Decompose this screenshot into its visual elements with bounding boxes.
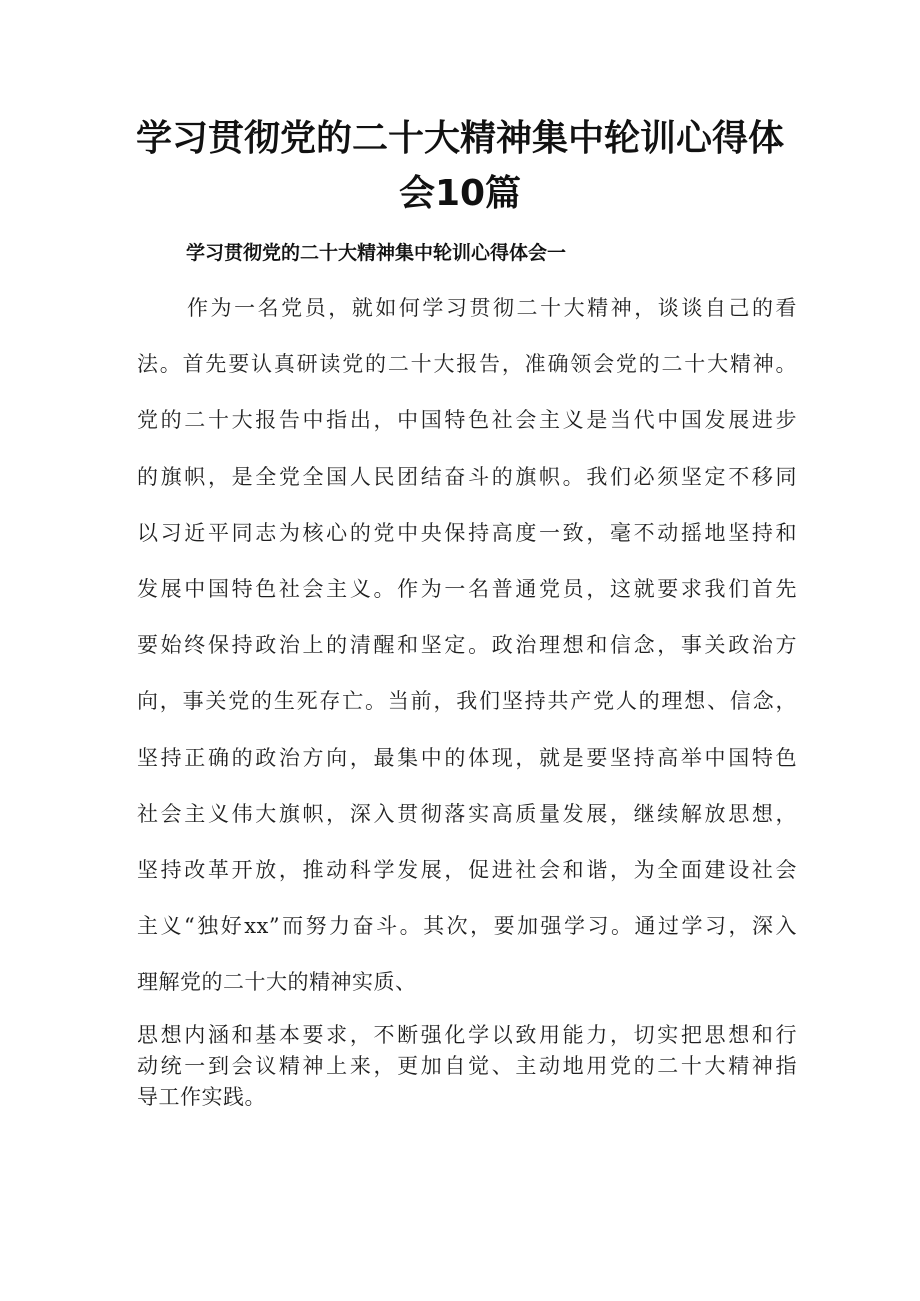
- text-line: 理解党的二十大的精神实质、: [137, 970, 417, 995]
- text-line: 坚持正确的政治方向，最集中的体现，就是要坚持高举中国特色: [137, 745, 797, 770]
- document-title-line-1: 学习贯彻党的二十大精神集中轮训心得体: [135, 118, 784, 159]
- text-line: 党的二十大报告中指出，中国特色社会主义是当代中国发展进步: [137, 408, 797, 433]
- text-line: 思想内涵和基本要求，不断强化学以致用能力，切实把思想和行: [137, 1023, 797, 1047]
- text-line: 作为一名党员，就如何学习贯彻二十大精神，谈谈自己的看: [187, 296, 797, 320]
- text-line: 动统一到会议精神上来，更加自觉、主动地用党的二十大精神指: [137, 1054, 797, 1078]
- section-heading: 学习贯彻党的二十大精神集中轮训心得体会一: [186, 242, 567, 264]
- text-line: 坚持改革开放，推动科学发展，促进社会和谐，为全面建设社会: [137, 857, 797, 882]
- text-line: 要始终保持政治上的清醒和坚定。政治理想和信念，事关政治方: [137, 633, 797, 658]
- paragraph-1: [137, 286, 797, 1016]
- text-line: 的旗帜，是全党全国人民团结奋斗的旗帜。我们必须坚定不移同: [137, 464, 797, 489]
- text-line: 发展中国特色社会主义。作为一名普通党员，这就要求我们首先: [137, 576, 797, 601]
- text-line: 以习近平同志为核心的党中央保持高度一致，毫不动摇地坚持和: [137, 520, 797, 545]
- paragraph-2: [137, 1020, 797, 1113]
- text-line: 主义“独好xx”而努力奋斗。其次，要加强学习。通过学习，深入: [137, 914, 797, 939]
- text-line: 社会主义伟大旗帜，深入贯彻落实高质量发展，继续解放思想，: [137, 801, 797, 826]
- text-line: 法。首先要认真研读党的二十大报告，准确领会党的二十大精神。: [137, 352, 797, 377]
- text-line: 向，事关党的生死存亡。当前，我们坚持共产党人的理想、信念，: [137, 689, 797, 714]
- document-title-line-2: 会10篇: [398, 173, 522, 214]
- text-line: 导工作实践。: [137, 1085, 266, 1109]
